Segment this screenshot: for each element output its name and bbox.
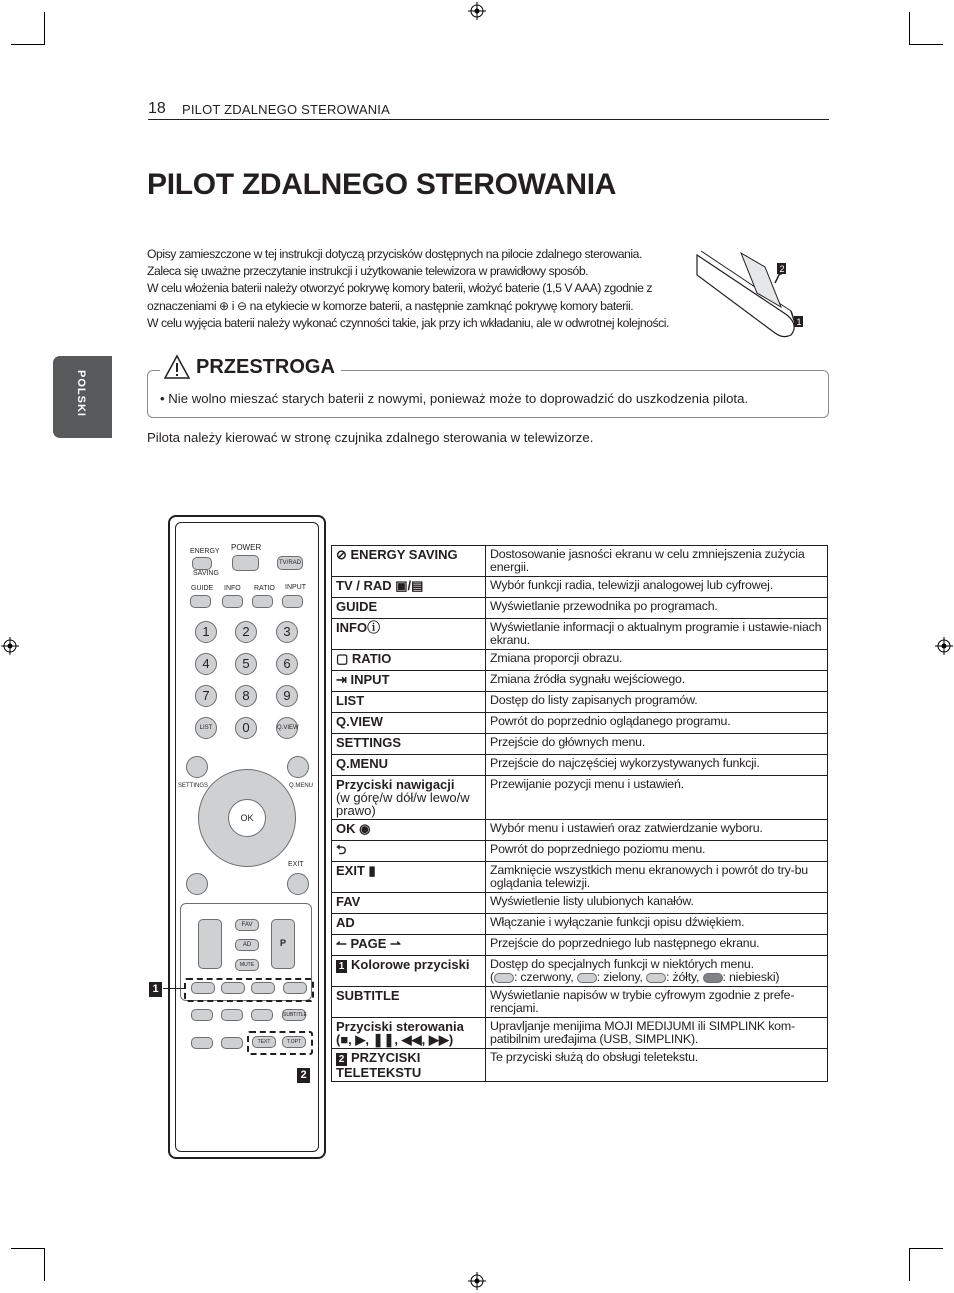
table-key-sub: (w górę/w dół/w lewo/w prawo) — [336, 790, 470, 818]
pause-button[interactable] — [251, 1009, 273, 1021]
table-row — [332, 776, 828, 820]
tv-rad-button[interactable] — [277, 556, 303, 570]
remote-buttons — [168, 515, 326, 1159]
table-row — [332, 713, 828, 734]
table-desc: Wybór funkcji radia, telewizji analogowej lub cyfrowej. — [486, 577, 828, 598]
caution-title: PRZESTROGA — [196, 355, 335, 378]
table-row — [332, 671, 828, 692]
table-key: GUIDE — [332, 598, 486, 619]
table-key — [332, 820, 486, 841]
table-key-label: OK — [336, 821, 356, 836]
page-title: PILOT ZDALNEGO STEROWANIA — [147, 168, 617, 201]
page-number: 18 — [148, 100, 166, 117]
intro-line: W celu wyjęcia baterii należy wykonać czynności takie, jak przy ich wkładaniu, ale w odwrotnej kolejności. — [147, 315, 669, 330]
stop-button[interactable] — [191, 1009, 213, 1021]
digit-2-button[interactable]: 2 — [235, 621, 257, 643]
button-description-table — [331, 545, 828, 1082]
table-desc: Przejście do poprzedniego lub następnego ekranu. — [486, 935, 828, 956]
guide-label: GUIDE — [191, 585, 214, 592]
table-row — [332, 755, 828, 776]
ok-icon: ◉ — [355, 821, 371, 836]
exit-icon: ▮ — [364, 863, 376, 878]
info-button[interactable] — [222, 595, 243, 608]
table-row — [332, 1049, 828, 1082]
callout-2: 2 — [297, 1068, 310, 1083]
tvrad-label: TV/RAD — [278, 560, 301, 566]
blue-button[interactable] — [283, 982, 307, 994]
ok-button[interactable]: OK — [228, 799, 266, 837]
table-desc: Włączanie i wyłączanie funkcji opisu dźwiękiem. — [486, 914, 828, 935]
table-desc: Zmiana proporcji obrazu. — [486, 650, 828, 671]
registration-mark-icon — [468, 1272, 486, 1290]
table-desc: Te przyciski służą do obsługi teletekstu. — [486, 1049, 828, 1082]
digit-5-button[interactable]: 5 — [235, 653, 257, 675]
table-desc: Wyświetlanie informacji o aktualnym programie i ustawie-niach ekranu. — [486, 619, 828, 650]
page-left-icon: ↼ — [336, 936, 351, 951]
green-button[interactable] — [221, 982, 245, 994]
digit-3-button[interactable]: 3 — [276, 621, 298, 643]
aim-instruction: Pilota należy kierować w stronę czujnika zdalnego sterowania w telewizorze. — [147, 430, 594, 445]
table-desc: Dostęp do specjalnych funkcji w niektórych menu. ( : czerwony, : zielony, : żółty, : niebieski) — [486, 956, 828, 987]
green-key-icon — [577, 973, 597, 983]
table-key — [332, 650, 486, 671]
caution-text: • Nie wolno mieszać starych baterii z nowymi, ponieważ może to doprowadzić do uszkodzenia pilota. — [160, 391, 749, 406]
digit-7-button[interactable]: 7 — [195, 685, 217, 707]
color-desc: : czerwony, — [513, 970, 577, 984]
table-desc: Powrót do poprzedniego poziomu menu. — [486, 841, 828, 862]
badge-1: 1 — [336, 960, 347, 973]
battery-cover-illustration — [695, 245, 813, 339]
table-key-label: INFO — [336, 620, 368, 635]
table-desc: Powrót do poprzednio oglądanego programu. — [486, 713, 828, 734]
table-desc: Dostosowanie jasności ekranu w celu zmniejszenia zużycia energii. — [486, 546, 828, 577]
registration-mark-icon — [468, 2, 486, 20]
play-button[interactable] — [221, 1009, 243, 1021]
digit-8-button[interactable]: 8 — [235, 685, 257, 707]
table-key-label: Przyciski nawigacji — [336, 777, 455, 792]
table-key — [332, 1049, 486, 1082]
table-key — [332, 776, 486, 820]
blue-key-icon — [703, 973, 723, 983]
ratio-label: RATIO — [254, 585, 275, 592]
warning-icon — [164, 354, 190, 380]
table-key — [332, 671, 486, 692]
table-key-label: Przyciski sterowania — [336, 1019, 464, 1034]
info-icon: ⓘ — [367, 620, 381, 635]
table-key: AD — [332, 914, 486, 935]
input-icon: ⇥ — [336, 672, 351, 687]
header-rule — [148, 119, 829, 120]
table-key: FAV — [332, 893, 486, 914]
table-key: Q.VIEW — [332, 713, 486, 734]
power-label: POWER — [231, 543, 262, 552]
red-button[interactable] — [191, 982, 215, 994]
table-key-label: PRZYCISKI TELETEKSTU — [336, 1050, 422, 1080]
registration-mark-icon — [935, 637, 953, 655]
page-right-icon: ⇀ — [386, 936, 401, 951]
running-header: PILOT ZDALNEGO STEROWANIA — [182, 102, 390, 117]
table-key-label: Kolorowe przyciski — [351, 957, 470, 972]
language-tab-label: POLSKI — [75, 370, 87, 417]
digit-4-button[interactable]: 4 — [195, 653, 217, 675]
digit-1-button[interactable]: 1 — [195, 621, 217, 643]
text-button[interactable]: TEXT — [252, 1036, 276, 1048]
battery-step-1: 1 — [796, 317, 802, 327]
table-row — [332, 598, 828, 619]
exit-button[interactable] — [287, 873, 309, 895]
rewind-button[interactable] — [191, 1037, 213, 1049]
table-row — [332, 893, 828, 914]
qmenu-button[interactable] — [287, 756, 309, 778]
qview-button[interactable]: Q.VIEW — [276, 717, 298, 739]
intro-line: Opisy zamieszczone w tej instrukcji dotyczą przycisków dostępnych na pilocie zdalnego sterowania. — [147, 247, 642, 261]
table-key-label: PAGE — [350, 936, 387, 951]
table-desc: Upravljanje menijima MOJI MEDIJUMI ili SIMPLINK kom-patibilnim uređajima (USB, SIMPLINK). — [486, 1018, 828, 1049]
table-desc-line: Dostęp do specjalnych funkcji w niektórych menu. — [490, 957, 754, 971]
digit-6-button[interactable]: 6 — [276, 653, 298, 675]
table-key — [332, 935, 486, 956]
saving-label: SAVING — [193, 570, 219, 577]
leaf-icon: ⊘ — [336, 547, 351, 562]
back-icon: ⮌ — [336, 842, 347, 857]
back-button[interactable] — [186, 873, 208, 895]
table-key: SETTINGS — [332, 734, 486, 755]
ratio-icon: ▢ — [336, 651, 352, 666]
red-key-icon — [494, 973, 514, 983]
color-desc: : niebieski) — [722, 970, 780, 984]
info-label: INFO — [224, 585, 241, 592]
settings-button[interactable] — [186, 756, 208, 778]
table-row — [332, 546, 828, 577]
guide-button[interactable] — [190, 595, 211, 608]
table-key-label: INPUT — [350, 672, 390, 687]
table-key — [332, 619, 486, 650]
table-key — [332, 1018, 486, 1049]
table-row — [332, 619, 828, 650]
table-desc: Przejście do najczęściej wykorzystywanych funkcji. — [486, 755, 828, 776]
yellow-button[interactable] — [251, 982, 275, 994]
table-desc: Wyświetlanie przewodnika po programach. — [486, 598, 828, 619]
table-key: LIST — [332, 692, 486, 713]
tvrad-icon: ▣/▤ — [391, 578, 424, 593]
table-row — [332, 1018, 828, 1049]
fast-forward-button[interactable] — [221, 1037, 243, 1049]
callout-1: 1 — [149, 982, 162, 997]
input-label: INPUT — [285, 584, 306, 591]
intro-text — [147, 246, 707, 332]
ad-button[interactable]: AD — [235, 939, 259, 951]
table-row — [332, 935, 828, 956]
ratio-button[interactable] — [252, 595, 273, 608]
table-desc: Zmiana źródła sygnału wejściowego. — [486, 671, 828, 692]
list-button[interactable]: LIST — [195, 717, 217, 739]
input-button[interactable] — [282, 595, 303, 608]
table-desc: Przewijanie pozycji menu i ustawień. — [486, 776, 828, 820]
table-row — [332, 692, 828, 713]
table-desc: Przejście do głównych menu. — [486, 734, 828, 755]
table-desc: Wybór menu i ustawień oraz zatwierdzanie wyboru. — [486, 820, 828, 841]
energy-saving-button[interactable] — [192, 557, 212, 570]
table-desc: Dostęp do listy zapisanych programów. — [486, 692, 828, 713]
table-row — [332, 650, 828, 671]
registration-mark-icon — [1, 637, 19, 655]
energy-label: ENERGY — [190, 548, 220, 555]
table-key-label: EXIT — [336, 863, 365, 878]
table-row — [332, 914, 828, 935]
table-key-label: TV / RAD — [336, 578, 392, 593]
table-row — [332, 820, 828, 841]
battery-step-2: 2 — [779, 264, 785, 274]
caution-header — [160, 350, 341, 384]
table-desc: Wyświetlenie listy ulubionych kanałów. — [486, 893, 828, 914]
settings-label: SETTINGS — [178, 783, 209, 789]
table-desc: Zamknięcie wszystkich menu ekranowych i powrót do try-bu oglądania telewizji. — [486, 862, 828, 893]
intro-line: oznaczeniami ⊕ i ⊖ na etykiecie w komorze baterii, a następnie zamknąć pokrywę komory baterii. — [147, 298, 634, 313]
callout-1-leader — [163, 988, 185, 989]
mute-button[interactable]: MUTE — [235, 959, 259, 971]
digit-0-button[interactable]: 0 — [235, 717, 257, 739]
program-rocker[interactable] — [271, 919, 295, 969]
table-key-label: RATIO — [351, 651, 392, 666]
badge-2: 2 — [336, 1053, 347, 1066]
table-key: SUBTITLE — [332, 987, 486, 1018]
table-row — [332, 956, 828, 987]
table-key — [332, 956, 486, 987]
table-key-sub: (■, ▶, ❚❚, ◀◀, ▶▶) — [336, 1032, 454, 1047]
table-row — [332, 862, 828, 893]
digit-9-button[interactable]: 9 — [276, 685, 298, 707]
table-row — [332, 841, 828, 862]
color-desc: : żółty, — [665, 970, 703, 984]
qmenu-label: Q.MENU — [289, 783, 313, 789]
topt-button[interactable]: T.OPT — [282, 1036, 306, 1048]
table-row — [332, 577, 828, 598]
table-row — [332, 987, 828, 1018]
yellow-key-icon — [646, 973, 666, 983]
table-key-label: ENERGY SAVING — [350, 547, 458, 562]
table-key: Q.MENU — [332, 755, 486, 776]
fav-button[interactable]: FAV — [235, 919, 259, 931]
table-key — [332, 841, 486, 862]
volume-rocker[interactable] — [198, 919, 222, 969]
intro-line: W celu włożenia baterii należy otworzyć pokrywę komory baterii, włożyć baterie (1,5 V AAA) zgodnie z — [147, 281, 653, 296]
color-desc: : zielony, — [596, 970, 646, 984]
table-desc: Wyświetlanie napisów w trybie cyfrowym zgodnie z prefe-rencjami. — [486, 987, 828, 1018]
table-key — [332, 546, 486, 577]
table-key — [332, 862, 486, 893]
p-label: P — [279, 938, 286, 948]
table-key — [332, 577, 486, 598]
table-row — [332, 734, 828, 755]
intro-line: Zaleca się uważne przeczytanie instrukcji i użytkowanie telewizora w prawidłowy sposób. — [147, 264, 589, 279]
power-button[interactable] — [232, 555, 259, 571]
exit-label: EXIT — [288, 861, 304, 868]
language-tab — [53, 356, 112, 438]
subtitle-button[interactable]: SUBTITLE — [282, 1009, 306, 1021]
